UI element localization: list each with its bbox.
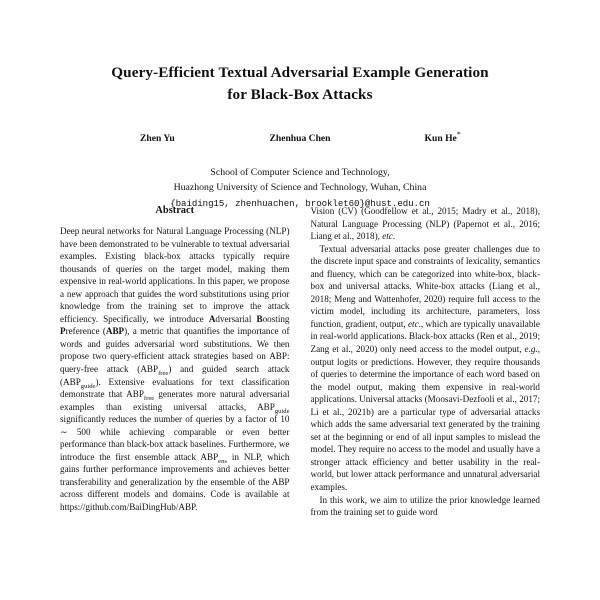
author-2 bbox=[229, 130, 372, 144]
this-work-paragraph: In this work, we aim to utilize the prior knowledge learned from the training set to guide word bbox=[310, 494, 540, 518]
intro-text-1: Vision (CV) (Goodfellow et al., 2015; Madry et al., 2018), Natural Language Processing (NLP) (Papernot et al., 2016; Liang et al., 2018), bbox=[310, 206, 540, 242]
abstract-heading: Abstract bbox=[155, 205, 195, 216]
abp-rest-3: reference ( bbox=[65, 326, 106, 337]
author-3 bbox=[371, 130, 514, 144]
abp-b: B bbox=[256, 313, 263, 324]
author-emails: {baiding15, zhenhuachen, brooklet60}@hust.edu.cn bbox=[170, 198, 430, 210]
etc-italic-2: etc bbox=[408, 318, 419, 329]
abstract-text-2: ), a metric that quantifies the importance of words and guides adversarial word substitutions. We then propose two query-efficient attack strategies based on ABP: query-free attack (ABP bbox=[60, 326, 290, 375]
intro-text-2: . bbox=[392, 231, 396, 242]
left-column bbox=[60, 205, 290, 600]
abp-p: P bbox=[60, 326, 66, 337]
author-3-marker: * bbox=[456, 130, 461, 140]
abp-free-subscript-2: free bbox=[143, 394, 155, 402]
abp-rest-1: dversarial bbox=[215, 313, 257, 324]
eg-italic: e.g. bbox=[524, 344, 538, 355]
abp-abbreviation: ABP bbox=[105, 326, 125, 337]
abp-rest-2: oosting bbox=[262, 313, 290, 324]
abstract-paragraph bbox=[60, 225, 290, 514]
author-list bbox=[60, 130, 540, 144]
etc-italic-1: etc bbox=[382, 231, 393, 242]
attacks-text-1: Textual adversarial attacks pose greater challenges due to the discrete input space and constraints of lexicality, semantics and fluency, which can be categorized into white-box, black-box and universal attacks. White-box attacks (Liang et al., 2018; Meng and Wattenhofer, 2020) require full access to the victim model, including its architecture, parameters, loss function, gradient, output, bbox=[310, 243, 540, 329]
affiliation-line-2: Huazhong University of Science and Technology, Wuhan, China bbox=[173, 182, 427, 194]
two-column-body bbox=[60, 205, 540, 600]
intro-paragraph-continued bbox=[311, 205, 541, 243]
author-2-name: Zhenhua Chen bbox=[269, 133, 331, 145]
abstract-text-4: ). Extensive evaluations for text classification demonstrate that ABP bbox=[60, 376, 290, 400]
abp-a: A bbox=[208, 313, 216, 324]
abp-ens-subscript: ens bbox=[218, 457, 227, 465]
title-line-1: Query-Efficient Textual Adversarial Example Generation bbox=[111, 64, 489, 81]
code-repository-url[interactable]: https://github.com/BaiDingHub/ABP. bbox=[60, 502, 198, 513]
abp-guide-subscript-2: guide bbox=[274, 407, 290, 415]
attacks-text-2: ., which are typically unavailable in real-world applications. Black-box attacks (Ren et al., 2019; Zang et al., 2020) only need access to the model output, bbox=[310, 318, 540, 355]
abstract-text-3: ) and guided search attack (ABP bbox=[60, 364, 290, 387]
abstract-text-1: Deep neural networks for Natural Language Processing (NLP) have been demonstrated to be vulnerable to textual adversarial examples. Existing black-box attacks typically require thousands of queries on the target model, making them expensive in real-world applications. In this paper, we propose a new approach that guides the word substitutions using prior knowledge from the training set to improve the attack efficiency. Specifically, we introduce bbox=[60, 226, 290, 324]
abp-guide-subscript: guide bbox=[80, 382, 96, 390]
page-title bbox=[60, 0, 540, 105]
affiliation-line-1: School of Computer Science and Technology, bbox=[210, 167, 390, 179]
attacks-text-3: , output logits or predictions. However, they require thousands of queries to determine the importance of each word based on the model output, making them expensive in real-world applications. Universal attacks (Moosavi-Dezfooli et al., 2017; Li et al., 2021b) are a particular type of adversarial attacks which adds the same adversarial text generated by the training set at the beginning or end of all input samples to mislead the model. They require no access to the model and usually have a stronger attack efficiency and better usability in the real-world, but lower attack performance and unnatural adversarial examples. bbox=[310, 344, 540, 493]
title-line-2: for Black-Box Attacks bbox=[227, 85, 373, 103]
author-3-name: Kun He bbox=[424, 133, 457, 145]
author-1 bbox=[86, 130, 229, 144]
textual-attacks-paragraph bbox=[311, 243, 541, 494]
right-column bbox=[311, 205, 541, 600]
author-1-name: Zhen Yu bbox=[139, 133, 175, 145]
abstract-text-5: generates more natural adversarial examples than existing universal attacks, ABP bbox=[60, 389, 290, 412]
abstract-text-6: significantly reduces the number of queries by a factor of 10 ∼ 500 while achieving comparable or even better performance than black-box attack baselines. Furthermore, we introduce the first ensemble attack ABP bbox=[60, 414, 290, 462]
abp-free-subscript: free bbox=[158, 369, 169, 377]
abstract-text-7: in NLP, which gains further performance improvements and achieves better transferability and generalization by the ensemble of the ABP across different models and domains. Code is available at bbox=[60, 451, 290, 500]
